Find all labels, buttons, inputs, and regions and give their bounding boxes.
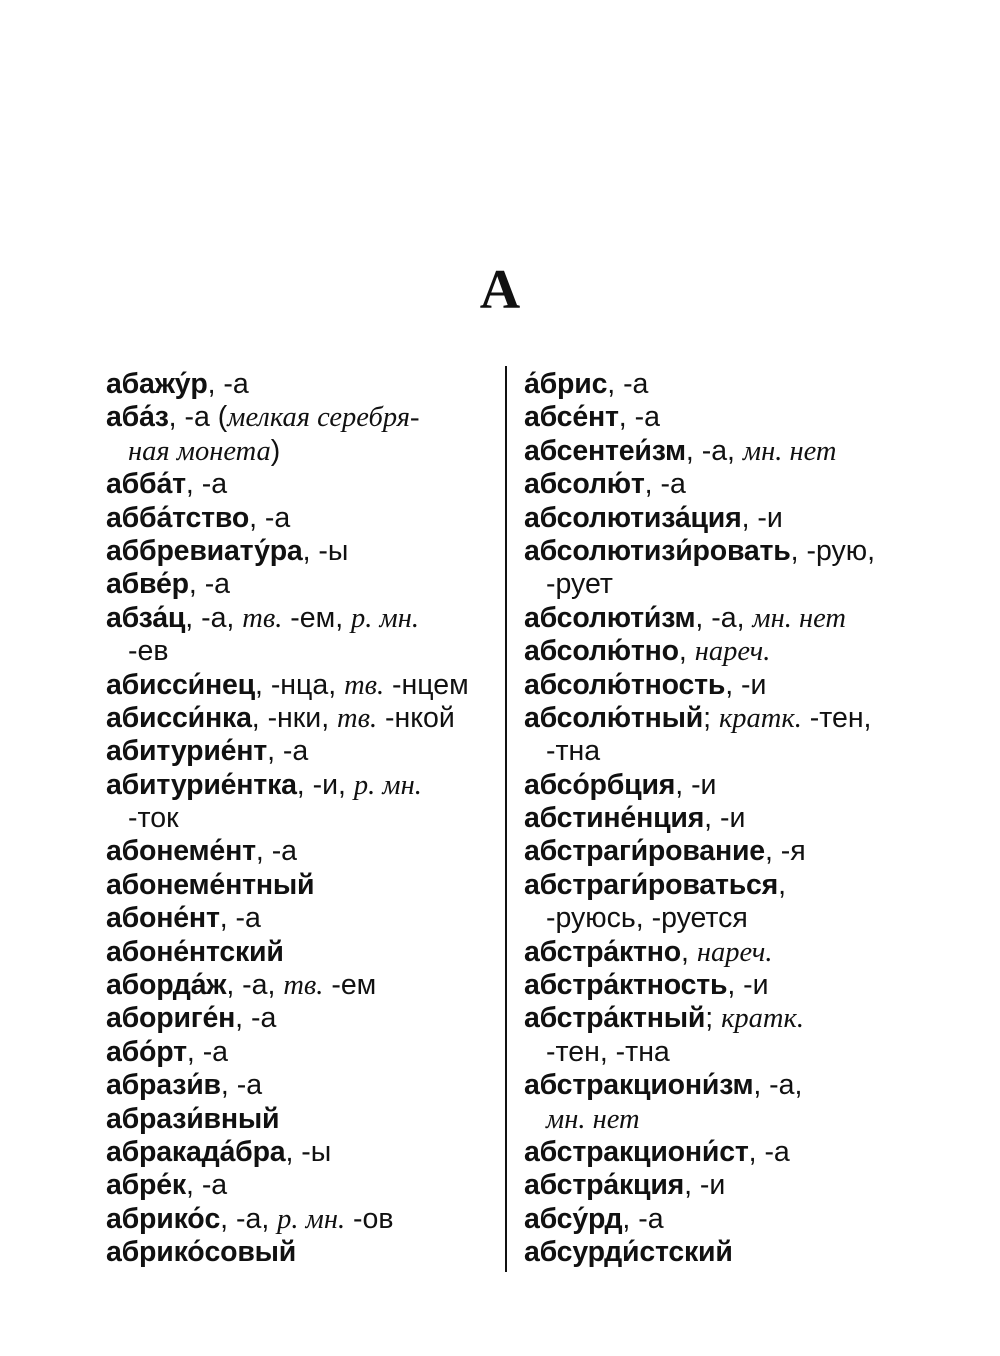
inflection: , -я [764, 835, 806, 868]
inflection: , -а [219, 902, 261, 935]
headword: абрази́в [106, 1069, 221, 1102]
entry-line [524, 835, 924, 868]
headword: абстра́кция [524, 1169, 685, 1202]
entry-line [106, 769, 506, 802]
entry-line [106, 802, 506, 835]
inflection: , -и [684, 1169, 726, 1202]
inflection: , -ы [285, 1135, 332, 1168]
headword: абстине́нция [524, 802, 705, 835]
grammar-note: р. мн. [277, 1203, 346, 1235]
headword: абсурди́стский [524, 1236, 733, 1269]
entry-line [106, 435, 506, 468]
inflection: , -и [727, 969, 769, 1002]
headword: абре́к [106, 1169, 186, 1202]
inflection: , -а [267, 735, 309, 768]
headword: абсолютиза́ция [524, 501, 742, 534]
entry-line [524, 802, 924, 835]
grammar-note: мн. нет [752, 602, 846, 634]
headword: абсолю́тность [524, 668, 726, 701]
entry-line [524, 902, 924, 935]
entry-line [106, 535, 506, 568]
headword: абсу́рд [524, 1202, 623, 1235]
right-column [524, 368, 924, 1270]
inflection: , -а [255, 835, 298, 868]
grammar-note: тв. [283, 970, 324, 1002]
headword: абитурие́нт [106, 735, 268, 768]
entry-line [524, 1103, 924, 1136]
inflection: , -а [185, 1169, 228, 1202]
entry-line [524, 769, 924, 802]
entry-line [106, 1136, 506, 1169]
inflection: , -а ( [168, 401, 228, 434]
entry-line [106, 401, 506, 434]
inflection: , -а, [685, 434, 743, 467]
headword: аббревиату́ра [106, 534, 303, 567]
entry-line [106, 1069, 506, 1102]
inflection: , -и [675, 768, 717, 801]
headword: абба́т [106, 468, 186, 501]
entry-line [106, 568, 506, 601]
entry-line [524, 535, 924, 568]
headword: абракада́бра [106, 1135, 286, 1168]
inflection: , -а [185, 468, 228, 501]
headword: абстракциони́зм [524, 1069, 754, 1102]
inflection: , -а [186, 1035, 229, 1068]
inflection: , -а [748, 1135, 790, 1168]
entry-line [524, 635, 924, 668]
headword: абисси́нка [106, 701, 252, 734]
headword: або́рт [106, 1035, 187, 1068]
headword: аба́з [106, 401, 169, 434]
inflection: -ов [345, 1202, 394, 1235]
entry-line [524, 936, 924, 969]
entry-line [524, 1002, 924, 1035]
headword: абстраги́рование [524, 835, 765, 868]
entry-line [524, 1236, 924, 1269]
entry-line [106, 1103, 506, 1136]
grammar-note: мн. нет [546, 1103, 640, 1135]
headword: абсе́нт [524, 401, 619, 434]
inflection: -ев [128, 635, 169, 668]
entry-line [524, 1036, 924, 1069]
headword: а́брис [524, 368, 608, 400]
entry-line [106, 835, 506, 868]
grammar-note: мн. нет [742, 435, 837, 467]
inflection: -нцем [384, 668, 469, 701]
inflection: , -а, [695, 601, 753, 634]
entry-line [524, 401, 924, 434]
inflection: -ток [128, 802, 179, 835]
inflection: , -и [725, 668, 767, 701]
inflection: , -а [220, 1069, 263, 1102]
entry-line [524, 602, 924, 635]
inflection: , -а, [220, 1202, 278, 1235]
headword: абрико́с [106, 1202, 221, 1235]
headword: абрико́совый [106, 1236, 297, 1269]
inflection: -рует [546, 568, 613, 601]
headword: абсолю́т [524, 468, 645, 501]
grammar-note: нареч. [694, 636, 771, 668]
inflection: ; [705, 1002, 722, 1035]
grammar-note: тв. [344, 669, 385, 701]
entry-line [106, 1203, 506, 1236]
entry-line [524, 568, 924, 601]
headword: абсолюти́зм [524, 601, 696, 634]
entry-line [106, 669, 506, 702]
entry-line [106, 468, 506, 501]
entry-line [524, 1203, 924, 1236]
entry-line [524, 969, 924, 1002]
entry-line [524, 735, 924, 768]
entry-line [106, 702, 506, 735]
entry-line [524, 1169, 924, 1202]
inflection: , -а [249, 501, 291, 534]
entry-line [106, 869, 506, 902]
headword: абрази́вный [106, 1102, 280, 1135]
inflection: , -а [644, 468, 686, 501]
headword: абоне́нтский [106, 935, 284, 968]
inflection: -ем [323, 969, 377, 1002]
inflection: , [678, 635, 695, 668]
inflection: -тна [546, 735, 601, 768]
grammar-note: р. мн. [351, 602, 419, 634]
headword: абве́р [106, 568, 189, 601]
inflection: ; [703, 701, 719, 734]
entry-line [106, 735, 506, 768]
entry-line [106, 936, 506, 969]
grammar-note: тв. [337, 702, 378, 734]
inflection: , -нца, [254, 668, 345, 701]
headword: абоне́нт [106, 902, 220, 935]
headword: абстра́ктность [524, 969, 728, 1002]
inflection: , -а [207, 368, 249, 400]
entry-line [106, 635, 506, 668]
headword: абсолю́тный [524, 701, 704, 734]
inflection: -руюсь, -руется [546, 902, 748, 935]
inflection: , -а, [185, 601, 243, 634]
entry-line [106, 1236, 506, 1269]
entry-line [524, 1136, 924, 1169]
inflection: , -а [235, 1002, 277, 1035]
headword: абитурие́нтка [106, 768, 297, 801]
letter-heading: А [479, 259, 521, 321]
headword: абисси́нец [106, 668, 255, 701]
entry-line [524, 1069, 924, 1102]
entry-line [524, 869, 924, 902]
headword: абонеме́нтный [106, 868, 315, 901]
grammar-note: ная монета [128, 435, 271, 467]
headword: абстраги́роваться [524, 868, 779, 901]
grammar-note: нареч. [696, 936, 773, 968]
grammar-note: кратк. [721, 1003, 804, 1035]
inflection: -тен, -тна [546, 1035, 670, 1068]
headword: абонеме́нт [106, 835, 256, 868]
grammar-note: р. мн. [353, 769, 422, 801]
headword: абстра́ктно [524, 935, 681, 968]
entry-line [524, 435, 924, 468]
inflection: , -ы [302, 534, 349, 567]
inflection: -ем, [282, 601, 352, 634]
inflection: , [778, 868, 787, 901]
entry-line [524, 669, 924, 702]
inflection: , -а [622, 1202, 664, 1235]
entry-line [524, 368, 924, 401]
entry-line [106, 1036, 506, 1069]
inflection: , -а, [753, 1069, 803, 1102]
inflection: , -и, [296, 768, 354, 801]
inflection: -тен, [801, 701, 872, 734]
inflection: , -нки, [251, 701, 338, 734]
left-column [106, 368, 506, 1270]
column-divider [505, 366, 507, 1272]
headword: абза́ц [106, 601, 186, 634]
headword: абстракциони́ст [524, 1135, 749, 1168]
headword: абсентеи́зм [524, 434, 686, 467]
headword: абстра́ктный [524, 1002, 706, 1035]
entry-line [106, 602, 506, 635]
entry-line [106, 902, 506, 935]
inflection: , -и [704, 802, 746, 835]
headword: абсо́рбция [524, 768, 676, 801]
entry-line [106, 502, 506, 535]
entry-line [106, 969, 506, 1002]
headword: aборда́ж [106, 969, 227, 1002]
grammar-note: мелкая серебря- [227, 402, 420, 434]
headword: абсолю́тно [524, 635, 679, 668]
inflection: , -а [618, 401, 660, 434]
headword: абажу́р [106, 368, 208, 400]
inflection: , -а, [226, 969, 284, 1002]
headword: абориге́н [106, 1002, 236, 1035]
entry-line [524, 502, 924, 535]
entry-line [524, 468, 924, 501]
inflection: , [681, 935, 697, 968]
entry-line [106, 368, 506, 401]
inflection: -нкой [377, 701, 455, 734]
headword: абсолютизи́ровать [524, 534, 791, 567]
headword: абба́тство [106, 501, 250, 534]
inflection: , -а [607, 368, 649, 400]
inflection: , -рую, [790, 534, 876, 567]
inflection: ) [270, 434, 281, 467]
entry-line [106, 1002, 506, 1035]
entry-line [524, 702, 924, 735]
entry-line [106, 1169, 506, 1202]
inflection: , -и [741, 501, 783, 534]
inflection: , -а [188, 568, 231, 601]
grammar-note: кратк. [718, 702, 802, 734]
grammar-note: тв. [242, 602, 283, 634]
